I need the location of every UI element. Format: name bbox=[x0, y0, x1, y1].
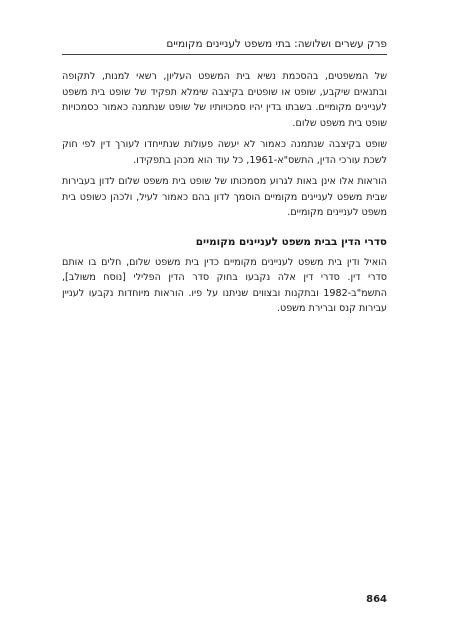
paragraph-magistrate-authority: הוראות אלו אינן באות לגרוע מסמכותו של שופט בית משפט שלום לדון בעבירות שבית משפט לעניינים מקומיים הוסמך לדון בהם כאמור לעיל, ולכהן כשופט בית משפט לעניינים מקומיים. bbox=[62, 176, 387, 218]
paragraph-appointment: של המשפטים, בהסכמת נשיא בית המשפט העליון, רשאי למנות, לתקופה ובתנאים שיקבע, שופט או שופטים בקיצבה שימלא תפקיד של שופט בית משפט לעניינים מקומיים. בשבתו בדין יהיו סמכויותיו של שופט שנתמנה כאמור כסמכויות שופט בית משפט שלום. bbox=[62, 71, 387, 129]
header-rule bbox=[62, 54, 387, 55]
running-header: פרק עשרים ושלושה: בתי משפט לעניינים מקומיים bbox=[166, 38, 387, 50]
paragraph-pension-judge: שופט בקיצבה שנתמנה כאמור לא יעשה פעולות שנתייחדו לעורך דין לפי חוק לשכת עורכי הדין, התשס"א-1961, כל עוד הוא מכהן בתפקידו. bbox=[62, 139, 387, 166]
page-number: 864 bbox=[366, 594, 387, 605]
page-body bbox=[62, 69, 387, 323]
paragraph-procedure: הואיל ודין בית משפט לעניינים מקומיים כדין בית משפט שלום, חלים בו אותם סדרי דין. סדרי דין אלה נקבעו בחוק סדר הדין הפלילי [נוסח משולב], התשמ"ב-1982 ובתקנות ובצווים שניתנו על פיו. הוראות מיוחדות נקבעו לעניין עבירות קנס וברירת משפט. bbox=[62, 256, 387, 314]
section-heading: סדרי הדין בבית משפט לעניינים מקומיים bbox=[195, 235, 387, 248]
